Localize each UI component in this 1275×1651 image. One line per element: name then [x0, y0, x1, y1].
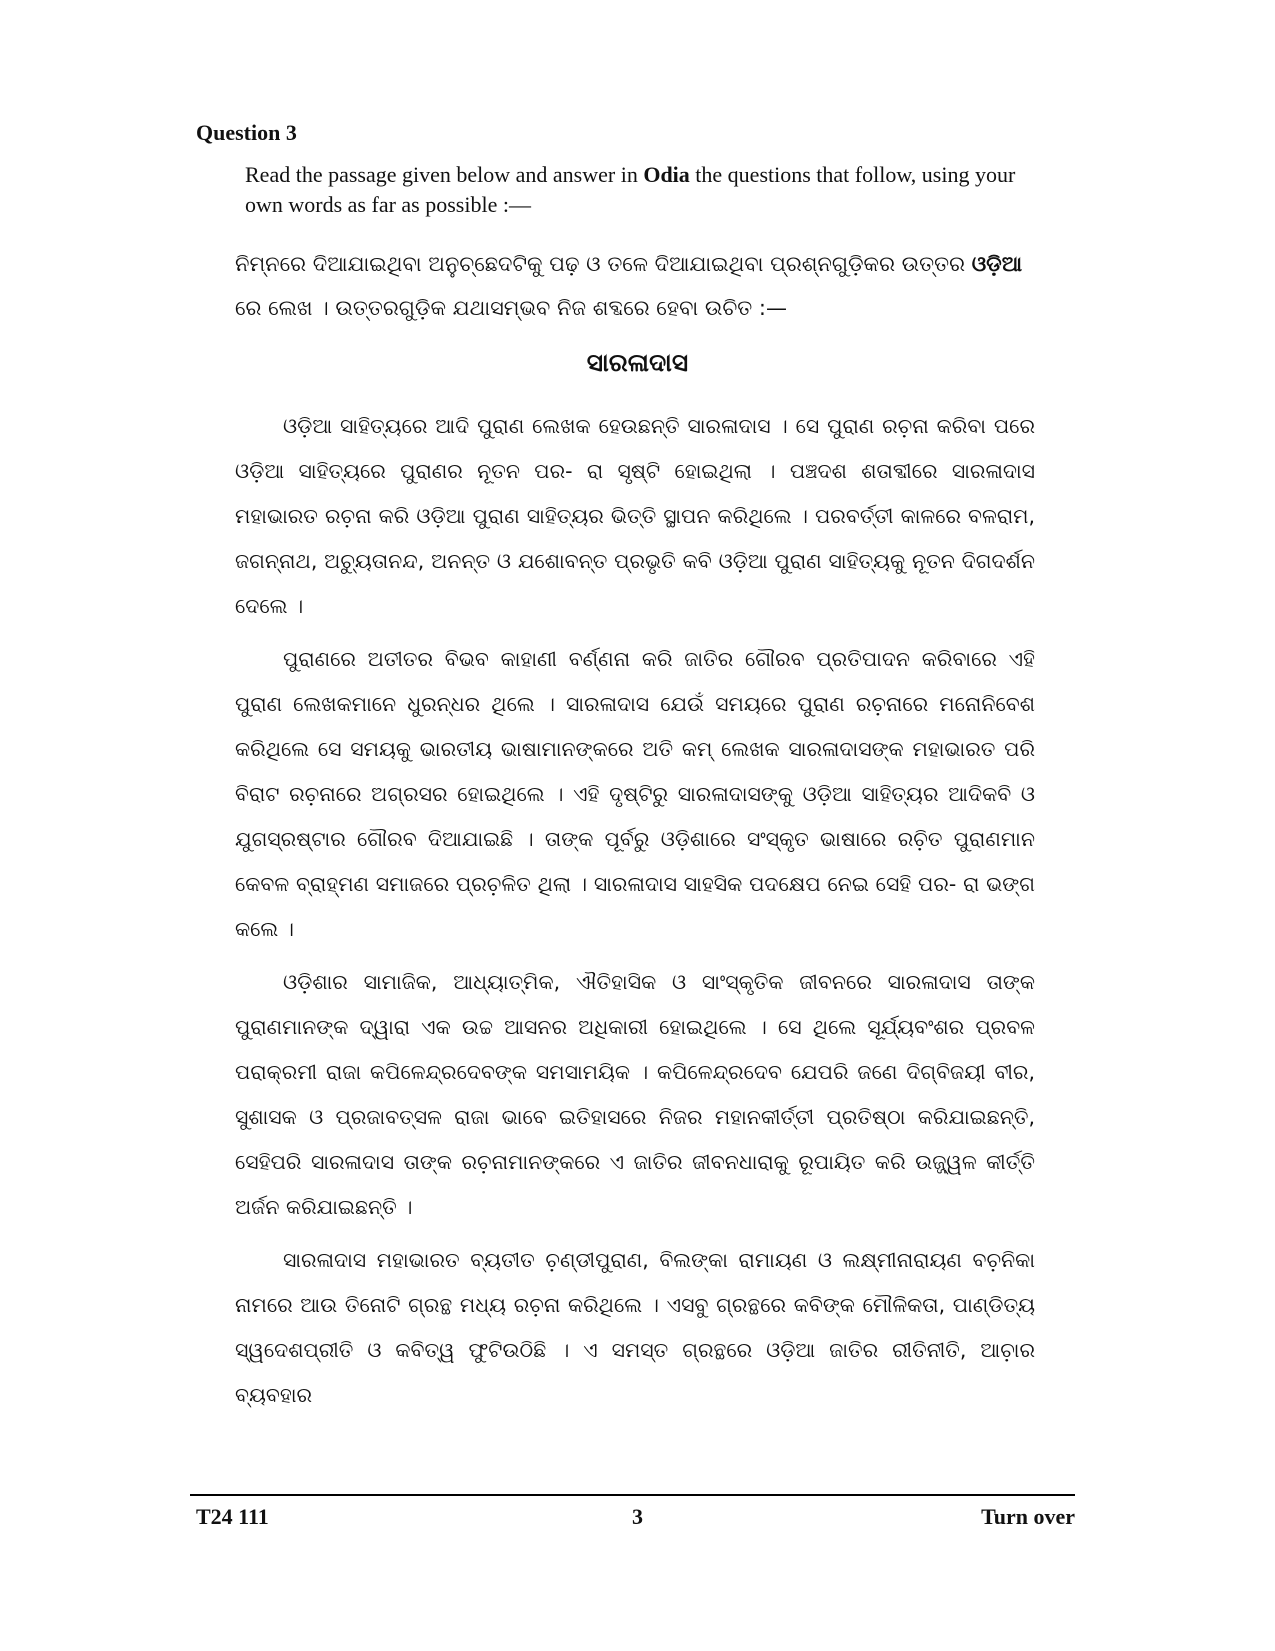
instruction-english-post: the questions that follow, using your own words as far as possible :— — [245, 162, 1016, 217]
passage-paragraph-3: ଓଡ଼ିଶାର ସାମାଜିକ, ଆଧ୍ୟାତ୍ମିକ, ଐତିହାସିକ ଓ ସାଂସ୍କୃତିକ ଜୀବନରେ ସାରଳାଦାସ ତାଙ୍କ ପୁରାଣମାନଙ୍କ ଦ୍ୱାରା ଏକ ଉଚ୍ଚ ଆସନର ଅଧିକାରୀ ହୋଇଥିଲେ । ସେ ଥିଲେ ସୂର୍ଯ୍ୟବଂଶର ପ୍ରବଳ ପରାକ୍ରମୀ ରାଜା କପିଳେନ୍ଦ୍ରଦେବଙ୍କ ସମସାମୟିକ । କପିଳେନ୍ଦ୍ରଦେବ ଯେପରି ଜଣେ ଦିଗ୍‌ବିଜୟୀ ବୀର, ସୁଶାସକ ଓ ପ୍ରଜାବତ୍ସଳ ରାଜା ଭାବେ ଇତିହାସରେ ନିଜର ମହାନକୀର୍ତ୍ତୀ ପ୍ରତିଷ୍ଠା କରିଯାଇଛନ୍ତି, ସେହିପରି ସାରଳାଦାସ ତାଙ୍କ ରଚ଼ନାମାନଙ୍କରେ ଏ ଜାତିର ଜୀବନଧାରାକୁ ରୂପାୟିତ କରି ଉଜ୍ଜ୍ୱଳ କୀର୍ତ୍ତି ଅର୍ଜନ କରିଯାଇଛନ୍ତି । — [235, 970, 1035, 1219]
instruction-odia-language: ଓଡ଼ିଆ — [971, 252, 1023, 276]
instruction-odia-pre: ନିମ୍ନରେ ଦିଆଯାଇଥିବା ଅନୁଚ୍ଛେଦଟିକୁ ପଢ଼ ଓ ତଳେ ଦିଆଯାଇଥିବା ପ୍ରଶ୍ନଗୁଡ଼ିକର ଉତ୍ତର — [235, 252, 972, 276]
passage-paragraph-2: ପୁରାଣରେ ଅତୀତର ବିଭବ କାହାଣୀ ବର୍ଣ୍ଣନା କରି ଜାତିର ଗୌରବ ପ୍ରତିପାଦନ କରିବାରେ ଏହି ପୁରାଣ ଲେଖକମାନେ ଧୁରନ୍ଧର ଥିଲେ । ସାରଳାଦାସ ଯେଉଁ ସମୟରେ ପୁରାଣ ରଚ଼ନାରେ ମନୋନିବେଶ କରିଥିଲେ ସେ ସମୟକୁ ଭାରତୀୟ ଭାଷାମାନଙ୍କରେ ଅତି କମ୍ ଲେଖକ ସାରଳାଦାସଙ୍କ ମହାଭାରତ ପରି ବିରାଟ ରଚ଼ନାରେ ଅଗ୍ରସର ହୋଇଥିଲେ । ଏହି ଦୃଷ୍ଟିରୁ ସାରଳାଦାସଙ୍କୁ ଓଡ଼ିଆ ସାହିତ୍ୟର ଆଦିକବି ଓ ଯୁଗସ୍ରଷ୍ଟାର ଗୌରବ ଦିଆଯାଇଛି । ତାଙ୍କ ପୂର୍ବରୁ ଓଡ଼ିଶାରେ ସଂସ୍କୃତ ଭାଷାରେ ରଚ଼ିତ ପୁରାଣମାନ କେବଳ ବ୍ରାହ୍ମଣ ସମାଜରେ ପ୍ରଚ଼ଳିତ ଥିଲା । ସାରଳାଦାସ ସାହସିକ ପଦକ୍ଷେପ ନେଇ ସେହି ପର- ରା ଭଙ୍ଗ କଲେ । — [235, 647, 1035, 941]
instruction-odia — [235, 242, 1035, 330]
page-number: 3 — [632, 1504, 643, 1529]
instruction-odia-post: ରେ ଲେଖ । ଉତ୍ତରଗୁଡ଼ିକ ଯଥାସମ୍ଭବ ନିଜ ଶବ୍ଦରେ ହେବା ଉଚିତ :— — [235, 296, 787, 320]
footer-divider — [190, 1494, 1075, 1496]
instruction-english-language: Odia — [643, 162, 690, 187]
paper-code: T24 111 — [196, 1504, 269, 1529]
passage-paragraph-4: ସାରଳାଦାସ ମହାଭାରତ ବ୍ୟତୀତ ଚ଼ଣ୍ଡୀପୁରାଣ, ବିଲଙ୍କା ରାମାୟଣ ଓ ଲକ୍ଷ୍ମୀନାରାୟଣ ବଚ଼ନିକା ନାମରେ ଆଉ ତିନୋଟି ଗ୍ରନ୍ଥ ମଧ୍ୟ ରଚ଼ନା କରିଥିଲେ । ଏସବୁ ଗ୍ରନ୍ଥରେ କବିଙ୍କ ମୌଳିକତା, ପାଣ୍ଡିତ୍ୟ ସ୍ୱଦେଶପ୍ରୀତି ଓ କବିତ୍ୱ ଫୁଟିଉଠିଛି । ଏ ସମସ୍ତ ଗ୍ରନ୍ଥରେ ଓଡ଼ିଆ ଜାତିର ରୀତିନୀତି, ଆଚ଼ାର ବ୍ୟବହାର — [235, 1248, 1035, 1407]
turn-over-label: Turn over — [981, 1504, 1075, 1529]
passage-body — [235, 404, 1035, 1426]
question-title: Question 3 — [196, 120, 297, 145]
instruction-english-pre: Read the passage given below and answer in — [245, 162, 644, 187]
passage-title: ସାରଳାଦାସ — [586, 348, 689, 377]
instruction-english — [245, 160, 1045, 220]
passage-paragraph-1: ଓଡ଼ିଆ ସାହିତ୍ୟରେ ଆଦି ପୁରାଣ ଲେଖକ ହେଉଛନ୍ତି ସାରଳାଦାସ । ସେ ପୁରାଣ ରଚ଼ନା କରିବା ପରେ ଓଡ଼ିଆ ସାହିତ୍ୟରେ ପୁରାଣର ନୂତନ ପର- ରା ସୃଷ୍ଟି ହୋଇଥିଲା । ପଞ୍ଚଦଶ ଶତାବ୍ଦୀରେ ସାରଳାଦାସ ମହାଭାରତ ରଚ଼ନା କରି ଓଡ଼ିଆ ପୁରାଣ ସାହିତ୍ୟର ଭିତ୍ତି ସ୍ଥାପନ କରିଥିଲେ । ପରବର୍ତ୍ତୀ କାଳରେ ବଳରାମ, ଜଗନ୍ନାଥ, ଅଚ୍ୟୁତାନନ୍ଦ, ଅନନ୍ତ ଓ ଯଶୋବନ୍ତ ପ୍ରଭୃତି କବି ଓଡ଼ିଆ ପୁରାଣ ସାହିତ୍ୟକୁ ନୂତନ ଦିଗଦର୍ଶନ ଦେଲେ । — [235, 414, 1035, 618]
